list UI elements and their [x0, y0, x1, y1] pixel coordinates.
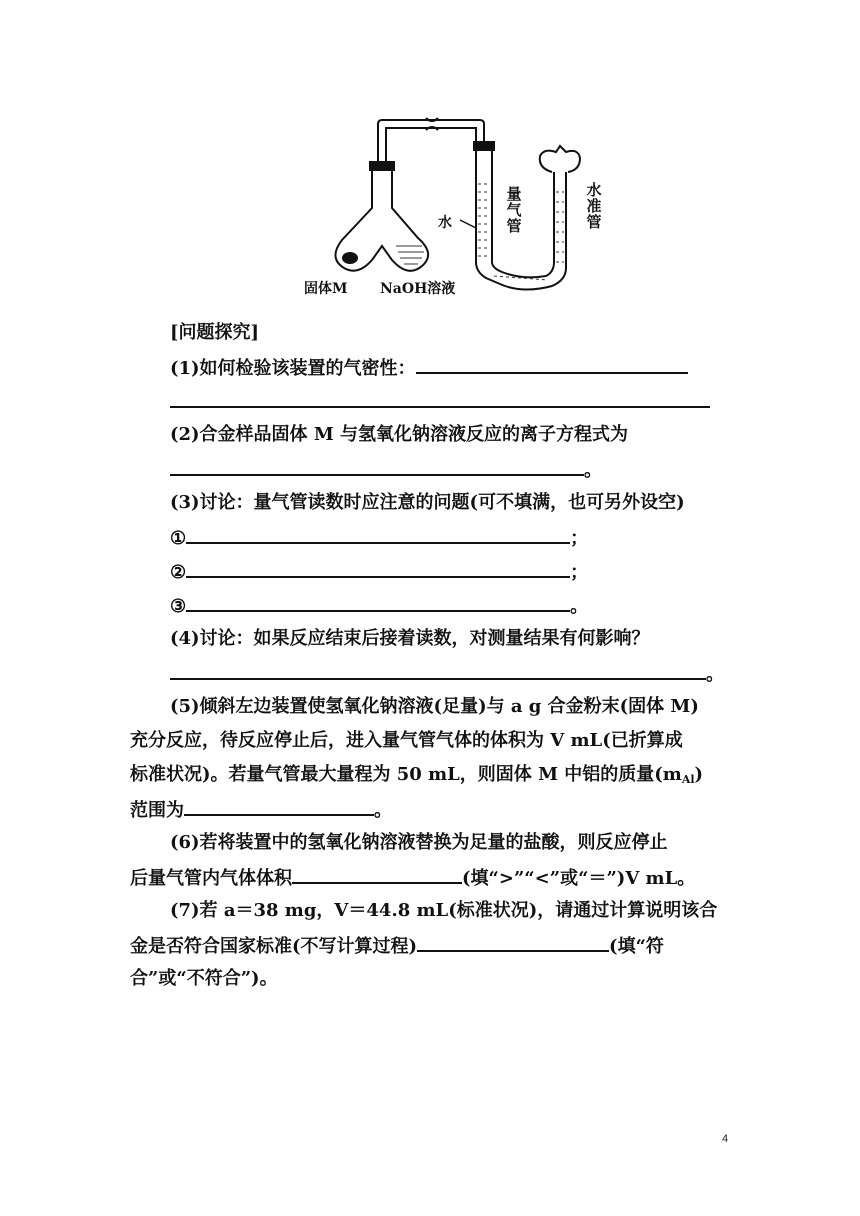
item-marker-1: ①	[170, 528, 187, 549]
question-5-line-1: (5)倾斜左边装置使氢氧化钠溶液(足量)与 a g 合金粉末(固体 M)	[170, 696, 699, 717]
answer-blank-q2[interactable]	[170, 454, 584, 476]
question-6-line-2	[130, 862, 695, 890]
question-7-line-2	[130, 930, 664, 958]
answer-blank-q3-2[interactable]	[186, 556, 570, 578]
question-1-line2	[170, 386, 710, 413]
label-water: 水	[438, 215, 452, 231]
question-2: (2)合金样品固体 M 与氢氧化钠溶液反应的离子方程式为	[170, 424, 629, 445]
apparatus-drawing	[290, 112, 620, 302]
item-end-2: ；	[570, 562, 589, 583]
question-2-answer	[170, 454, 602, 482]
q2-end-punct: 。	[584, 460, 602, 481]
answer-blank-q7[interactable]	[417, 930, 609, 952]
label-level-tube: 水准管	[586, 181, 602, 231]
question-4: (4)讨论：如果反应结束后接着读数，对测量结果有何影响？	[170, 628, 650, 649]
q6-line2-tail: (填“>”“<”或“＝”)V mL。	[462, 868, 696, 889]
q4-end-punct: 。	[706, 664, 724, 685]
question-3: (3)讨论：量气管读数时应注意的问题(可不填满，也可另外设空)	[170, 492, 685, 513]
question-6-line-1: (6)若将装置中的氢氧化钠溶液替换为足量的盐酸，则反应停止	[170, 832, 668, 853]
answer-blank-q1a[interactable]	[416, 352, 688, 374]
q5-line4-text: 范围为	[130, 800, 184, 821]
answer-blank-q3-3[interactable]	[186, 590, 570, 612]
page-number: 4	[722, 1133, 729, 1145]
question-5-line-2: 充分反应，待反应停止后，进入量气管气体的体积为 V mL(已折算成	[130, 730, 683, 751]
label-solid-m: 固体M	[304, 281, 348, 297]
answer-blank-q1b[interactable]	[170, 386, 710, 408]
item-end-1: ；	[570, 528, 589, 549]
question-7-line-1: (7)若 a＝38 mg，V＝44.8 mL(标准状况)，请通过计算说明该合	[170, 900, 718, 921]
question-5-line-3	[130, 760, 703, 786]
q5-line3-text: 标准状况)。若量气管最大量程为 50 mL，则固体 M 中铝的质量(m	[130, 764, 682, 785]
question-1-text: (1)如何检验该装置的气密性：	[170, 358, 416, 379]
answer-blank-q5[interactable]	[184, 794, 374, 816]
section-title: [问题探究]	[170, 322, 260, 343]
question-7-line-3: 合”或“不符合”)。	[130, 968, 278, 989]
answer-blank-q4[interactable]	[170, 658, 706, 680]
question-1	[170, 352, 688, 380]
q7-line2-tail: (填“符	[609, 936, 664, 957]
label-gas-tube: 量气管	[506, 185, 522, 235]
question-5-line-4	[130, 794, 392, 822]
question-4-answer	[170, 658, 724, 686]
apparatus-diagram	[290, 112, 620, 302]
q7-line2-text: 金是否符合国家标准(不写计算过程)	[130, 936, 418, 957]
q5-subscript-al: Al	[681, 773, 695, 786]
question-3-item-2	[170, 556, 588, 584]
answer-blank-q3-1[interactable]	[186, 522, 570, 544]
q5-end-punct: 。	[374, 800, 392, 821]
answer-blank-q6[interactable]	[292, 862, 462, 884]
item-marker-2: ②	[170, 562, 187, 583]
q6-line2-text: 后量气管内气体体积	[130, 868, 292, 889]
question-3-item-1	[170, 522, 588, 550]
item-marker-3: ③	[170, 596, 187, 617]
q5-line3-close: )	[694, 764, 704, 785]
question-3-item-3	[170, 590, 588, 618]
label-naoh-solution: NaOH溶液	[380, 281, 456, 297]
item-end-3: 。	[570, 596, 589, 617]
